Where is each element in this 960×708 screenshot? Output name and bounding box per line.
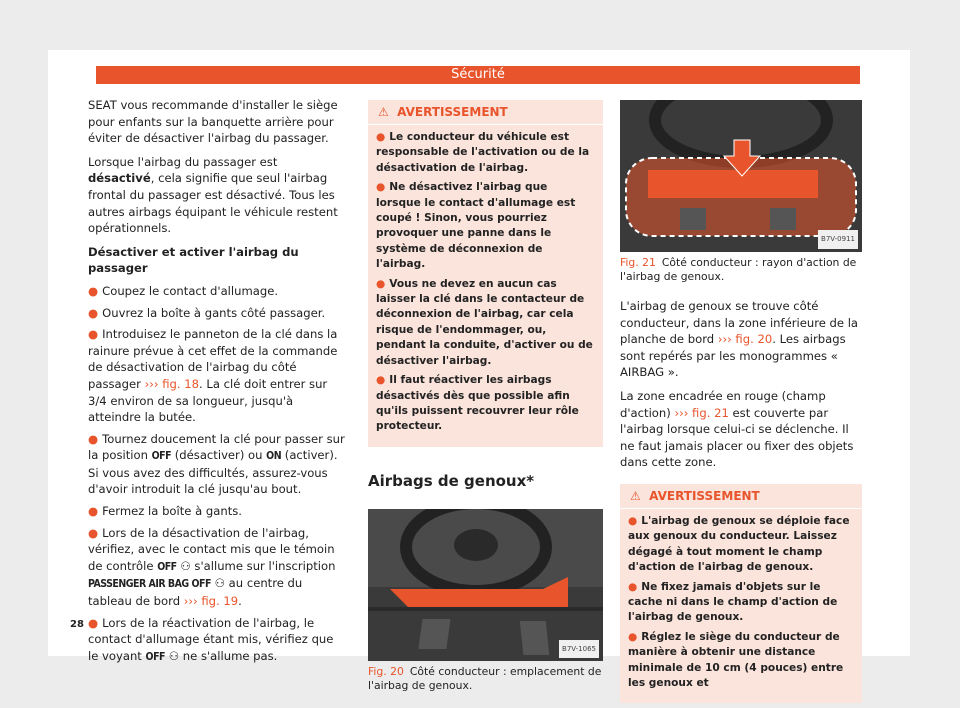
passenger-seat-icon: ⚇ [168,648,180,663]
step-item: ● Lors de la désactivation de l'airbag, vérifiez, avec le contact mis que le témoin de contrôle OFF ⚇ s'allume sur l'inscription PASSENGER AIR BAG OFF ⚇ au centre du tableau de bord ››› fig. 19. [88,525,336,609]
figure-21-image [620,100,862,252]
warning-item: ● L'airbag de genoux se déploie face aux genoux du conducteur. Laissez dégagé à tout moment le champ d'action de l'airbag de genoux. [628,514,850,574]
bullet-icon: ● [88,431,99,446]
column-middle [368,100,603,693]
column-left [88,97,346,670]
step-item: ● Introduisez le panneton de la clé dans la rainure prévue à cet effet de la commande de désactivation de l'airbag du côté passager ››› fig. 18. La clé doit entrer sur 3/4 environ de sa longueur, jusqu'à atteindre la butée. [88,327,338,425]
knee-airbag-range-illustration [620,100,862,252]
bullet-icon: ● [88,525,99,540]
off-symbol: OFF [151,450,172,463]
fig-20-link[interactable]: ››› fig. 20 [717,332,773,347]
red-zone-paragraph: La zone encadrée en rouge (champ d'action) ››› fig. 21 est couverte par l'airbag lorsque celui-ci se déclenche. Il ne faut jamais placer ou fixer des objets dans cette zone. [620,388,854,470]
on-symbol: ON [266,450,282,463]
page-header [96,66,860,84]
warning-item: ● Le conducteur du véhicule est responsable de l'activation ou de la désactivation de l'airbag. [376,131,590,174]
fig-21-link[interactable]: ››› fig. 21 [674,405,729,420]
bullet-icon: ● [88,327,99,342]
warning-triangle-icon: ⚠ [378,105,389,119]
off-symbol: OFF [157,560,177,573]
passenger-seat-icon: ⚇ [214,576,225,591]
warning-box [620,484,862,703]
warning-item: ● Réglez le siège du conducteur de manière à obtenir une distance minimale de 10 cm (4 pouces) entre les genoux et [628,630,844,689]
bullet-icon: ● [88,504,99,519]
intro-paragraph: SEAT vous recommande d'installer le siège pour enfants sur la banquette arrière pour éviter de désactiver l'airbag du passager. [88,98,338,146]
passenger-seat-icon: ⚇ [180,558,191,573]
figure-20-caption: Fig. 20 Côté conducteur : emplacement de l'airbag de genoux. [368,665,602,693]
figure-code: B7V-1065 [559,640,599,659]
step-item: ● Lors de la réactivation de l'airbag, le contact d'allumage étant mis, vérifiez que le voyant OFF ⚇ ne s'allume pas. [88,615,334,663]
page-number: 28 [70,619,84,630]
warning-title: ⚠ AVERTISSEMENT [368,100,603,125]
figure-code: B7V-0911 [818,230,858,249]
warning-item: ● Il faut réactiver les airbags désactivés dès que possible afin qu'ils puissent recouvrer leur rôle protecteur. [376,374,579,433]
fig-18-link[interactable]: ››› fig. 18 [144,376,199,391]
knee-airbag-paragraph: L'airbag de genoux se trouve côté conducteur, dans la zone inférieure de la planche de bord ››› fig. 20. Les airbags sont repérés par les monogrammes « AIRBAG ». [620,299,859,380]
column-right [620,100,862,703]
warning-box [368,100,603,447]
step-item: ● Fermez la boîte à gants. [88,504,242,519]
header-title: Sécurité [451,67,505,82]
step-item: ● Ouvrez la boîte à gants côté passager. [88,305,326,320]
figure-20-image [368,509,603,661]
warning-item: ● Ne fixez jamais d'objets sur le cache ni dans le champ d'action de l'airbag de genoux. [628,580,838,624]
fig-19-link[interactable]: ››› fig. 19 [183,594,239,609]
bullet-icon: ● [88,305,99,320]
bullet-icon: ● [88,283,99,298]
step-item: ● Tournez doucement la clé pour passer sur la position OFF (désactiver) ou ON (activer). Si vous avez des difficultés, assurez-vous d'avoir introduit la clé jusqu'au bout. [88,431,345,497]
warning-item: ● Ne désactivez l'airbag que lorsque le contact d'allumage est coupé ! Sinon, vous pourriez provoquer une panne dans le système de déconnexion de l'airbag. [376,181,576,271]
step-item: ● Coupez le contact d'allumage. [88,283,279,298]
warning-item: ● Vous ne devez en aucun cas laisser la clé dans le contacteur de déconnexion de l'airbag, car cela risque de l'endommager, ou, pendant la conduite, d'activer ou de désactiver l'airbag. [376,277,593,367]
knee-airbag-location-illustration [368,509,603,661]
passenger-airbag-off-label: PASSENGER AIR BAG OFF [88,578,211,591]
figure-21-caption: Fig. 21 Côté conducteur : rayon d'action de l'airbag de genoux. [620,256,857,283]
bullet-icon: ● [88,615,99,630]
subheading: Désactiver et activer l'airbag du passager [88,244,299,276]
off-symbol: OFF [145,650,165,663]
deactivated-paragraph: Lorsque l'airbag du passager est désactivé, cela signifie que seul l'airbag frontal du passager est désactivé. Tous les autres airbags équipant le véhicule restent opérationnels. [88,154,338,236]
section-heading: Airbags de genoux* [368,471,535,490]
warning-title: ⚠ AVERTISSEMENT [620,484,862,509]
warning-triangle-icon: ⚠ [630,488,641,503]
